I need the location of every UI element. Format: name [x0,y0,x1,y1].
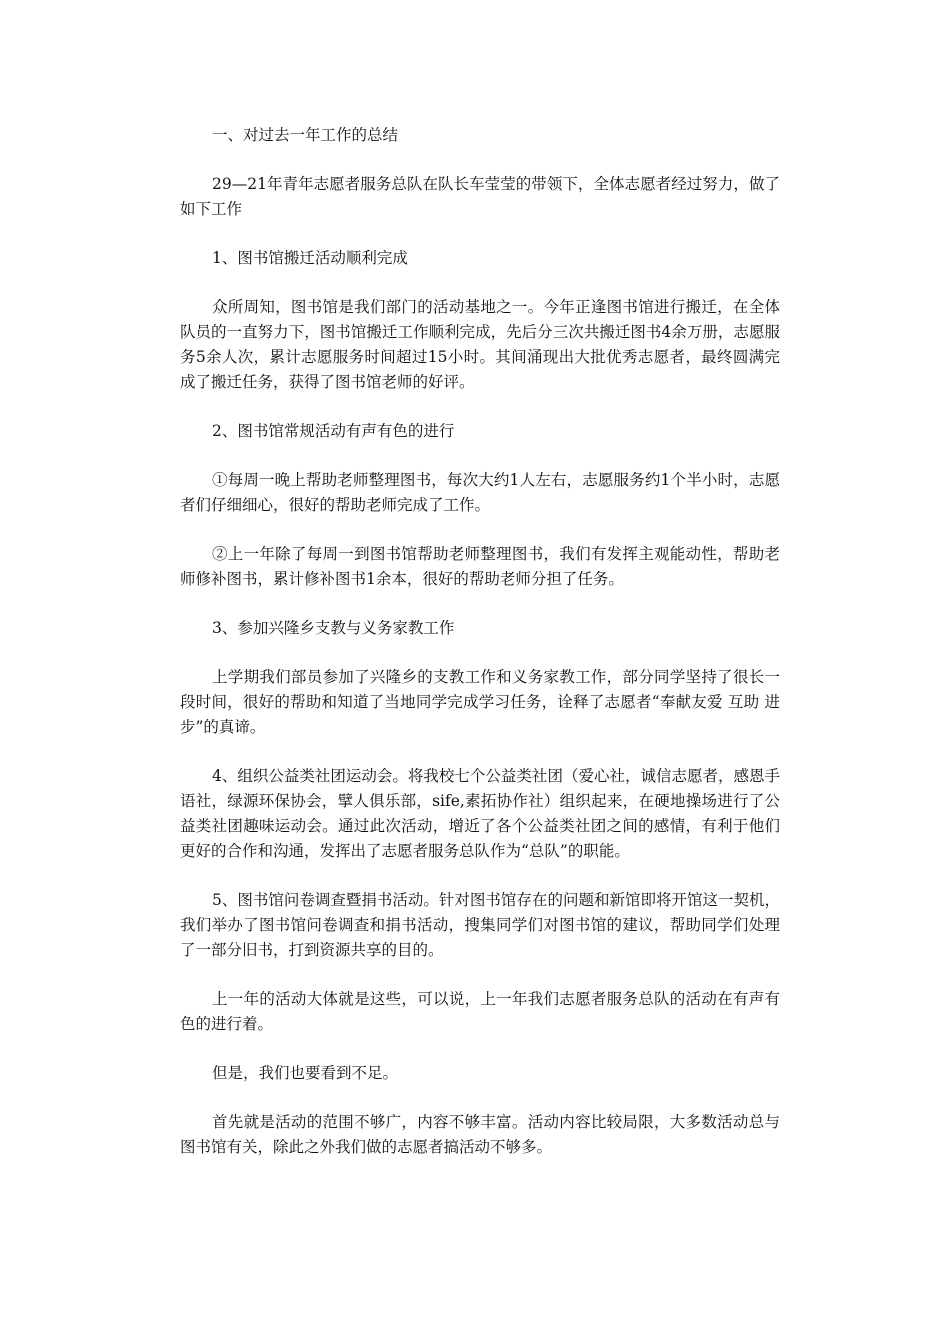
body-paragraph-library-move: 众所周知，图书馆是我们部门的活动基地之一。今年正逢图书馆进行搬迁，在全体队员的一直努力下，图书馆搬迁工作顺利完成，先后分三次共搬迁图书4余万册，志愿服务5余人次，累计志愿服务时间超过15小时。其间涌现出大批优秀志愿者，最终圆满完成了搬迁任务，获得了图书馆老师的好评。 [180,298,780,391]
document-body [180,123,780,1184]
body-paragraph-weekly-sorting: ①每周一晚上帮助老师整理图书，每次大约1人左右，志愿服务约1个半小时，志愿者们仔细细心，很好的帮助老师完成了工作。 [180,471,780,514]
item-heading-teaching: 3、参加兴隆乡支教与义务家教工作 [212,619,455,637]
body-paragraph-book-repair: ②上一年除了每周一到图书馆帮助老师整理图书，我们有发挥主观能动性，帮助老师修补图书，累计修补图书1余本，很好的帮助老师分担了任务。 [180,545,780,588]
body-paragraph-year-summary: 上一年的活动大体就是这些，可以说，上一年我们志愿者服务总队的活动在有声有色的进行着。 [180,990,780,1033]
body-paragraph-shortcomings: 但是，我们也要看到不足。 [212,1064,399,1082]
intro-paragraph: 29—21年青年志愿者服务总队在队长车莹莹的带领下，全体志愿者经过努力，做了如下工作 [180,175,780,218]
body-paragraph-limited-scope: 首先就是活动的范围不够广，内容不够丰富。活动内容比较局限，大多数活动总与图书馆有关，除此之外我们做的志愿者搞活动不够多。 [180,1113,780,1156]
body-paragraph-sports-meet: 4、组织公益类社团运动会。将我校七个公益类社团（爱心社，诚信志愿者，感恩手语社，绿源环保协会，擘人俱乐部，sife,素拓协作社）组织起来，在硬地操场进行了公益类社团趣味运动会。通过此次活动，增近了各个公益类社团之间的感情，有利于他们更好的合作和沟通，发挥出了志愿者服务总队作为“总队”的职能。 [180,767,780,860]
section-heading-summary: 一、对过去一年工作的总结 [212,126,399,144]
body-paragraph-survey-donation: 5、图书馆问卷调查暨捐书活动。针对图书馆存在的问题和新馆即将开馆这一契机，我们举办了图书馆问卷调查和捐书活动，搜集同学们对图书馆的建议，帮助同学们处理了一部分旧书，打到资源共享的目的。 [180,891,780,959]
item-heading-library-move: 1、图书馆搬迁活动顺利完成 [212,249,408,267]
body-paragraph-teaching: 上学期我们部员参加了兴隆乡的支教工作和义务家教工作，部分同学坚持了很长一段时间，很好的帮助和知道了当地同学完成学习任务，诠释了志愿者“奉献友爱 互助 进步”的真谛。 [180,668,780,736]
item-heading-library-routine: 2、图书馆常规活动有声有色的进行 [212,422,455,440]
